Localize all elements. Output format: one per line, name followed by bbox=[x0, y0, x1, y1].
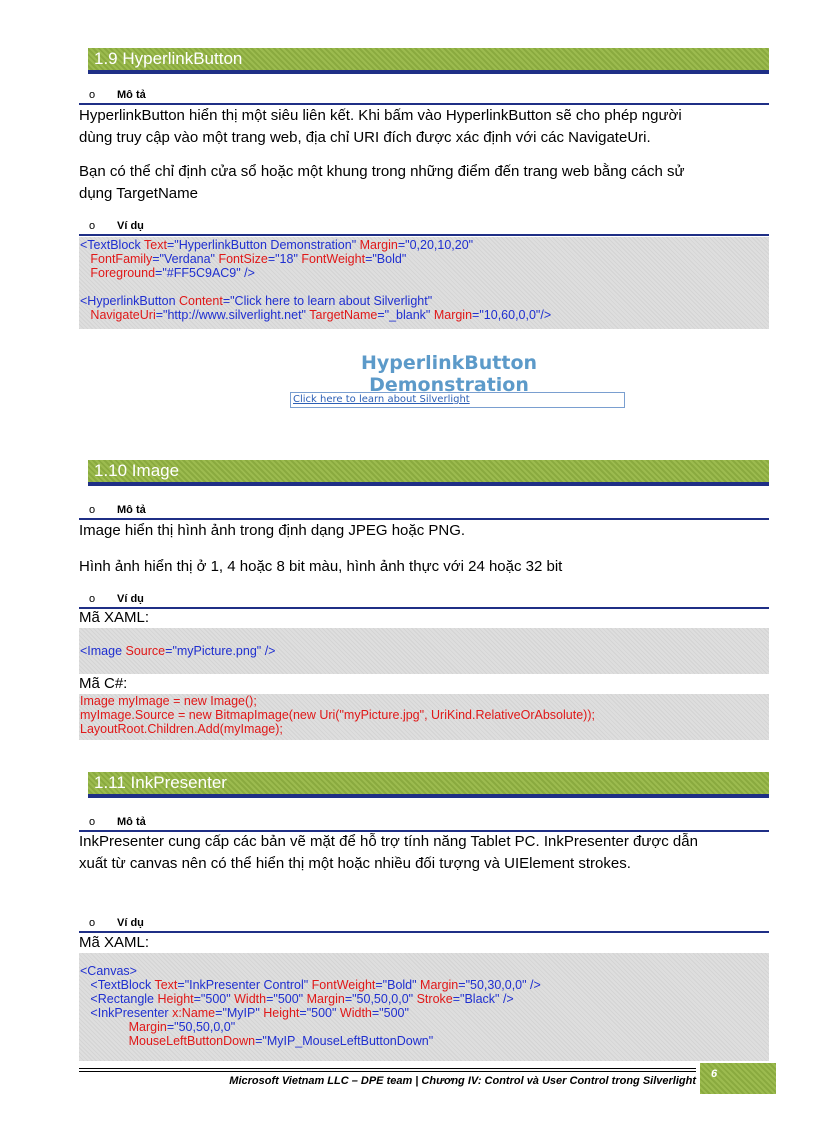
subheading-label: Ví dụ bbox=[117, 220, 144, 232]
paragraph-line: dùng truy cập vào một trang web, địa chỉ URI đích được xác định với các NavigateUri. bbox=[79, 129, 651, 146]
bullet-icon: o bbox=[89, 220, 96, 232]
subheading-label: Mô tả bbox=[117, 504, 146, 516]
paragraph-line: Bạn có thể chỉ định cửa sổ hoặc một khung trong những điểm đến trang web bằng cách sử bbox=[79, 163, 685, 180]
code-line: NavigateUri="http://www.silverlight.net" TargetName="_blank" Margin="10,60,0,0"/> bbox=[80, 308, 552, 322]
code-label-xaml: Mã XAML: bbox=[79, 609, 150, 626]
demo-title: HyperlinkButton Demonstration bbox=[360, 352, 538, 396]
paragraph-line: dụng TargetName bbox=[79, 185, 198, 202]
code-line: <TextBlock Text="HyperlinkButton Demonstration" Margin="0,20,10,20" bbox=[80, 238, 474, 252]
bullet-icon: o bbox=[89, 593, 96, 605]
section-title-inkpresenter: 1.11 InkPresenter bbox=[88, 772, 769, 794]
subheading-label: Ví dụ bbox=[117, 593, 144, 605]
code-line: <HyperlinkButton Content="Click here to learn about Silverlight" bbox=[80, 294, 433, 308]
subheading-underline bbox=[79, 234, 769, 236]
code-line-blank bbox=[80, 280, 769, 294]
code-line: MouseLeftButtonDown="MyIP_MouseLeftButtonDown" bbox=[80, 1034, 434, 1048]
subheading-description bbox=[79, 88, 769, 104]
code-line: Margin="50,50,0,0" bbox=[80, 1020, 236, 1034]
section-title-image: 1.10 Image bbox=[88, 460, 769, 482]
bullet-icon: o bbox=[89, 917, 96, 929]
section-divider bbox=[88, 794, 769, 798]
subheading-label: Mô tả bbox=[117, 816, 146, 828]
bullet-icon: o bbox=[89, 504, 96, 516]
paragraph-line: xuất từ canvas nên có thể hiển thị một hoặc nhiều đối tượng và UIElement strokes. bbox=[79, 855, 631, 872]
code-line: myImage.Source = new BitmapImage(new Uri("myPicture.jpg", UriKind.RelativeOrAbsolute)); bbox=[80, 708, 595, 722]
code-block-image-xaml bbox=[79, 628, 769, 674]
code-line: Image myImage = new Image(); bbox=[80, 694, 257, 708]
code-block-hyperlink bbox=[79, 237, 769, 329]
code-line: FontFamily="Verdana" FontSize="18" FontWeight="Bold" bbox=[80, 252, 407, 266]
code-line: <Image Source="myPicture.png" /> bbox=[80, 644, 276, 658]
paragraph: Hình ảnh hiển thị ở 1, 4 hoặc 8 bit màu, hình ảnh thực với 24 hoặc 32 bit bbox=[79, 558, 563, 575]
paragraph: Image hiển thị hình ảnh trong định dạng JPEG hoặc PNG. bbox=[79, 522, 466, 539]
paragraph bbox=[79, 831, 769, 875]
subheading-example bbox=[79, 592, 769, 608]
subheading-example bbox=[79, 219, 769, 235]
subheading-label: Ví dụ bbox=[117, 917, 144, 929]
subheading-example bbox=[79, 916, 769, 932]
paragraph-line: InkPresenter cung cấp các bản vẽ mặt để hỗ trợ tính năng Tablet PC. InkPresenter được dẫn bbox=[79, 833, 698, 850]
code-line: <InkPresenter x:Name="MyIP" Height="500" Width="500" bbox=[80, 1006, 409, 1020]
subheading-label: Mô tả bbox=[117, 89, 146, 101]
section-title-hyperlinkbutton: 1.9 HyperlinkButton bbox=[88, 48, 769, 70]
page-number: 6 bbox=[700, 1063, 776, 1094]
code-block-inkpresenter bbox=[79, 953, 769, 1061]
section-divider bbox=[88, 70, 769, 74]
subheading-description bbox=[79, 503, 769, 519]
code-line: Foreground="#FF5C9AC9" /> bbox=[80, 266, 255, 280]
section-divider bbox=[88, 482, 769, 486]
bullet-icon: o bbox=[89, 89, 96, 101]
code-line: <TextBlock Text="InkPresenter Control" FontWeight="Bold" Margin="50,30,0,0" /> bbox=[80, 978, 541, 992]
code-label-csharp: Mã C#: bbox=[79, 675, 128, 692]
footer-text: Microsoft Vietnam LLC – DPE team | Chương IV: Control và User Control trong Silverlight bbox=[229, 1075, 696, 1087]
code-line: LayoutRoot.Children.Add(myImage); bbox=[80, 722, 283, 736]
bullet-icon: o bbox=[89, 816, 96, 828]
paragraph bbox=[79, 105, 769, 149]
footer-rule bbox=[79, 1071, 696, 1072]
code-label-xaml: Mã XAML: bbox=[79, 934, 150, 951]
paragraph-line: HyperlinkButton hiển thị một siêu liên kết. Khi bấm vào HyperlinkButton sẽ cho phép người bbox=[79, 107, 682, 124]
paragraph bbox=[79, 161, 769, 205]
code-line: <Canvas> bbox=[80, 964, 137, 978]
subheading-description bbox=[79, 815, 769, 831]
code-line: <Rectangle Height="500" Width="500" Margin="50,50,0,0" Stroke="Black" /> bbox=[80, 992, 514, 1006]
code-block-image-csharp bbox=[79, 694, 769, 740]
demo-hyperlink-button[interactable]: Click here to learn about Silverlight bbox=[290, 392, 625, 408]
footer-rule bbox=[79, 1068, 696, 1069]
